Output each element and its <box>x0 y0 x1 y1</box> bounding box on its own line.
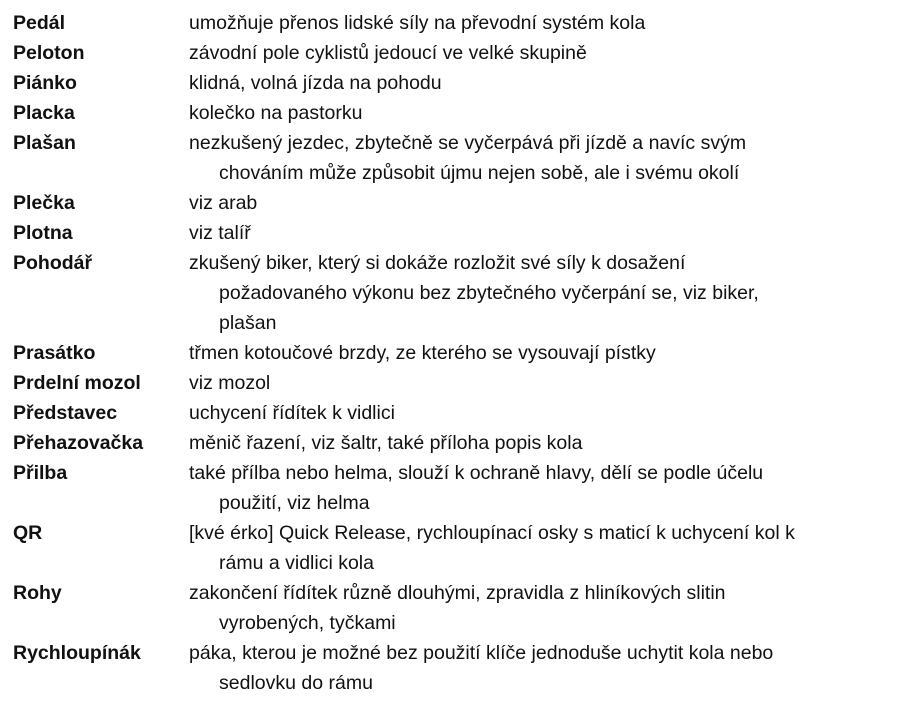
glossary-term: Představec <box>13 402 118 424</box>
glossary-entry <box>13 128 898 188</box>
definition-line: viz mozol <box>189 372 271 394</box>
definition-line: požadovaného výkonu bez zbytečného vyčerpání se, viz biker, <box>219 282 759 304</box>
definition-line: zakončení řídítek různě dlouhými, zpravidla z hliníkových slitin <box>189 582 726 604</box>
definition-line: závodní pole cyklistů jedoucí ve velké skupině <box>189 42 587 64</box>
glossary-term: Plečka <box>13 192 75 214</box>
glossary-term: Plotna <box>13 222 73 244</box>
glossary-definition <box>189 368 898 398</box>
glossary-entry <box>13 248 898 338</box>
glossary-definition <box>189 518 898 578</box>
glossary-entry <box>13 368 898 398</box>
definition-line: viz arab <box>189 192 258 214</box>
definition-line: páka, kterou je možné bez použití klíče jednoduše uchytit kola nebo <box>189 642 774 664</box>
definition-line: zkušený biker, který si dokáže rozložit své síly k dosažení <box>189 252 686 274</box>
glossary-term: Placka <box>13 102 75 124</box>
glossary-definition <box>189 638 898 698</box>
glossary-definition <box>189 458 898 518</box>
glossary-definition <box>189 248 898 338</box>
glossary-term: Prasátko <box>13 342 96 364</box>
glossary-entry <box>13 428 898 458</box>
definition-line: sedlovku do rámu <box>219 672 373 694</box>
glossary-term: Peloton <box>13 42 85 64</box>
glossary-term: Piánko <box>13 72 77 94</box>
definition-line: rámu a vidlici kola <box>219 552 374 574</box>
glossary-definition <box>189 188 898 218</box>
glossary-entry <box>13 518 898 578</box>
glossary-term: QR <box>13 522 43 544</box>
definition-line: také přílba nebo helma, slouží k ochraně hlavy, dělí se podle účelu <box>189 462 764 484</box>
glossary-definition <box>189 98 898 128</box>
glossary-definition <box>189 338 898 368</box>
glossary-term: Rohy <box>13 582 62 604</box>
definition-line: vyrobených, tyčkami <box>219 612 396 634</box>
definition-line: použití, viz helma <box>219 492 370 514</box>
glossary-term: Pedál <box>13 12 66 34</box>
glossary-definition <box>189 218 898 248</box>
glossary-definition <box>189 8 898 38</box>
glossary-definition <box>189 428 898 458</box>
glossary-entry <box>13 218 898 248</box>
glossary-entry <box>13 8 898 38</box>
glossary-term: Přehazovačka <box>13 432 144 454</box>
glossary-term: Rychloupínák <box>13 642 141 664</box>
glossary-term: Prdelní mozol <box>13 372 141 394</box>
definition-line: měnič řazení, viz šaltr, také příloha popis kola <box>189 432 583 454</box>
glossary-term: Přilba <box>13 462 68 484</box>
glossary-entry <box>13 398 898 428</box>
glossary-entry <box>13 98 898 128</box>
definition-line: plašan <box>219 312 277 334</box>
definition-line: [kvé érko] Quick Release, rychloupínací osky s maticí k uchycení kol k <box>189 522 795 544</box>
definition-line: klidná, volná jízda na pohodu <box>189 72 442 94</box>
definition-line: nezkušený jezdec, zbytečně se vyčerpává při jízdě a navíc svým <box>189 132 747 154</box>
definition-line: kolečko na pastorku <box>189 102 363 124</box>
glossary-entry <box>13 38 898 68</box>
glossary-entry <box>13 338 898 368</box>
glossary-entry <box>13 68 898 98</box>
glossary-entry <box>13 458 898 518</box>
glossary-definition <box>189 128 898 188</box>
definition-line: viz talíř <box>189 222 251 244</box>
glossary-definition <box>189 578 898 638</box>
glossary-definition <box>189 68 898 98</box>
definition-line: umožňuje přenos lidské síly na převodní systém kola <box>189 12 646 34</box>
glossary-list <box>13 8 898 698</box>
definition-line: uchycení řídítek k vidlici <box>189 402 395 424</box>
glossary-entry <box>13 188 898 218</box>
definition-line: chováním může způsobit újmu nejen sobě, ale i svému okolí <box>219 162 740 184</box>
glossary-definition <box>189 38 898 68</box>
glossary-term: Plašan <box>13 132 76 154</box>
glossary-entry <box>13 638 898 698</box>
glossary-definition <box>189 398 898 428</box>
glossary-term: Pohodář <box>13 252 93 274</box>
glossary-entry <box>13 578 898 638</box>
definition-line: třmen kotoučové brzdy, ze kterého se vysouvají pístky <box>189 342 656 364</box>
